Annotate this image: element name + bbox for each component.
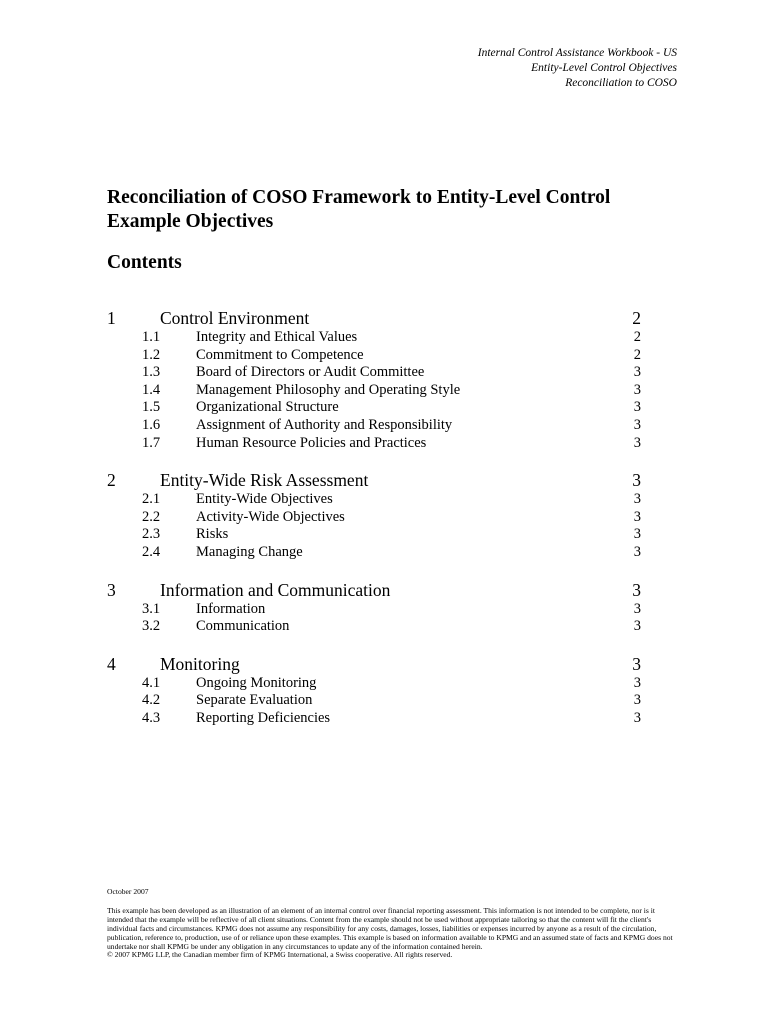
toc-subsection-row[interactable] [107,435,641,453]
footer-disclaimer-line: publication, reference to, production, use of or reliance upon these examples. This example is based on information available to KPMG and an assumed state of facts and KPMG does not [107,932,673,942]
toc-section-row[interactable] [107,308,641,329]
toc-page-number: 3 [633,692,641,709]
toc-page-number: 3 [633,618,641,635]
toc-subsection-number: 4.1 [142,674,161,691]
toc-subsection-row[interactable] [107,544,641,562]
toc-subsection-number: 1.4 [142,381,161,398]
table-of-contents [107,308,641,746]
toc-section [107,580,641,636]
toc-page-number: 3 [633,399,641,416]
toc-subsection-title: Activity-Wide Objectives [196,508,345,525]
toc-section [107,654,641,728]
toc-subsection-title: Reporting Deficiencies [196,709,331,726]
toc-subsection-number: 2.4 [142,543,161,560]
toc-page-number: 3 [633,543,641,560]
toc-subsection-title: Management Philosophy and Operating Style [196,381,461,398]
toc-subsection-row[interactable] [107,526,641,544]
contents-heading: Contents [107,252,182,273]
toc-section-row[interactable] [107,470,641,491]
toc-subsection-row[interactable] [107,399,641,417]
toc-page-number: 3 [633,416,641,433]
toc-subsection-title: Risks [196,526,229,543]
toc-subsection-number: 4.3 [142,709,161,726]
toc-page-number: 3 [633,491,641,508]
toc-subsection-row[interactable] [107,509,641,527]
toc-section-number: 2 [107,470,116,491]
toc-subsection-row[interactable] [107,491,641,509]
header-document-title: Reconciliation to COSO [565,77,677,89]
footer-disclaimer-line: This example has been developed as an illustration of an element of an internal control over financial reporting assessment. This information is not intended to be complete, nor is it [107,905,655,915]
toc-subsection-title: Communication [196,618,290,635]
toc-subsection-row[interactable] [107,364,641,382]
toc-subsection-number: 2.1 [142,491,161,508]
toc-subsection-title: Separate Evaluation [196,692,313,709]
toc-subsection-row[interactable] [107,329,641,347]
toc-subsection-row[interactable] [107,675,641,693]
toc-subsection-title: Entity-Wide Objectives [196,491,333,508]
toc-section-number: 1 [107,308,116,328]
toc-subsection-number: 1.6 [142,416,161,433]
toc-page-number: 2 [632,308,641,328]
toc-subsection-title: Commitment to Competence [196,346,364,363]
toc-page-number: 3 [633,508,641,525]
header-workbook-title: Internal Control Assistance Workbook - US [477,47,677,59]
toc-subsection-number: 1.3 [142,364,161,381]
toc-section-title: Control Environment [160,308,310,328]
toc-section-number: 4 [107,653,116,674]
toc-section-row[interactable] [107,654,641,675]
header-section-title: Entity-Level Control Objectives [531,62,677,74]
toc-subsection-title: Assignment of Authority and Responsibility [196,416,453,433]
toc-page-number: 3 [633,526,641,543]
toc-subsection-title: Board of Directors or Audit Committee [196,364,425,381]
toc-subsection-title: Human Resource Policies and Practices [196,434,427,451]
toc-subsection-title: Managing Change [196,543,303,560]
toc-page-number: 3 [633,674,641,691]
toc-subsection-number: 2.3 [142,526,161,543]
toc-subsection-number: 1.5 [142,399,161,416]
toc-subsection-number: 3.2 [142,618,161,635]
toc-subsection-number: 4.2 [142,692,161,709]
toc-subsection-title: Organizational Structure [196,399,339,416]
toc-subsection-number: 3.1 [142,600,161,617]
toc-subsection-row[interactable] [107,618,641,636]
toc-subsection-title: Ongoing Monitoring [196,674,317,691]
toc-subsection-row[interactable] [107,710,641,728]
toc-page-number: 3 [632,653,641,674]
toc-subsection-number: 1.1 [142,329,161,345]
toc-subsection-number: 2.2 [142,508,161,525]
toc-page-number: 3 [633,381,641,398]
toc-page-number: 3 [633,434,641,451]
footer-copyright: © 2007 KPMG LLP, the Canadian member firm of KPMG International, a Swiss cooperative. All rights reserved. [107,950,453,960]
toc-section-title: Information and Communication [160,579,391,600]
toc-subsection-row[interactable] [107,347,641,365]
toc-page-number: 3 [633,600,641,617]
toc-subsection-row[interactable] [107,601,641,619]
toc-subsection-row[interactable] [107,417,641,435]
toc-subsection-row[interactable] [107,692,641,710]
toc-section [107,308,641,452]
toc-section-number: 3 [107,579,116,600]
footer-date: October 2007 [107,887,149,896]
footer-disclaimer-line: undertake nor shall KPMG be under any obligation in any circumstances to update any of the information contained herein. [107,941,483,951]
toc-page-number: 3 [632,470,641,491]
footer-disclaimer-line: individual facts and circumstances. KPMG does not assume any responsibility for any costs, damages, losses, liabilities or expenses incurred by anyone as a result of the circulation, [107,923,657,933]
page-footer [107,888,675,960]
toc-subsection-title: Information [196,600,266,617]
toc-section-title: Entity-Wide Risk Assessment [160,470,369,491]
toc-section-row[interactable] [107,580,641,601]
toc-section-title: Monitoring [160,653,240,674]
toc-subsection-row[interactable] [107,382,641,400]
footer-disclaimer-line: intended that the example will be reflective of all client situations. Content from the example should not be used without appropriate tailoring so that the content will fit the client's [107,914,652,924]
page-title: Reconciliation of COSO Framework to Entity-Level Control Example Objectives [107,187,611,232]
toc-page-number: 3 [632,579,641,600]
toc-section [107,470,641,561]
toc-page-number: 2 [633,346,641,363]
toc-subsection-number: 1.2 [142,346,161,363]
toc-page-number: 3 [633,709,641,726]
toc-page-number: 2 [633,329,641,345]
toc-subsection-title: Integrity and Ethical Values [196,329,358,345]
toc-subsection-number: 1.7 [142,434,161,451]
running-header [478,46,677,91]
toc-page-number: 3 [633,364,641,381]
